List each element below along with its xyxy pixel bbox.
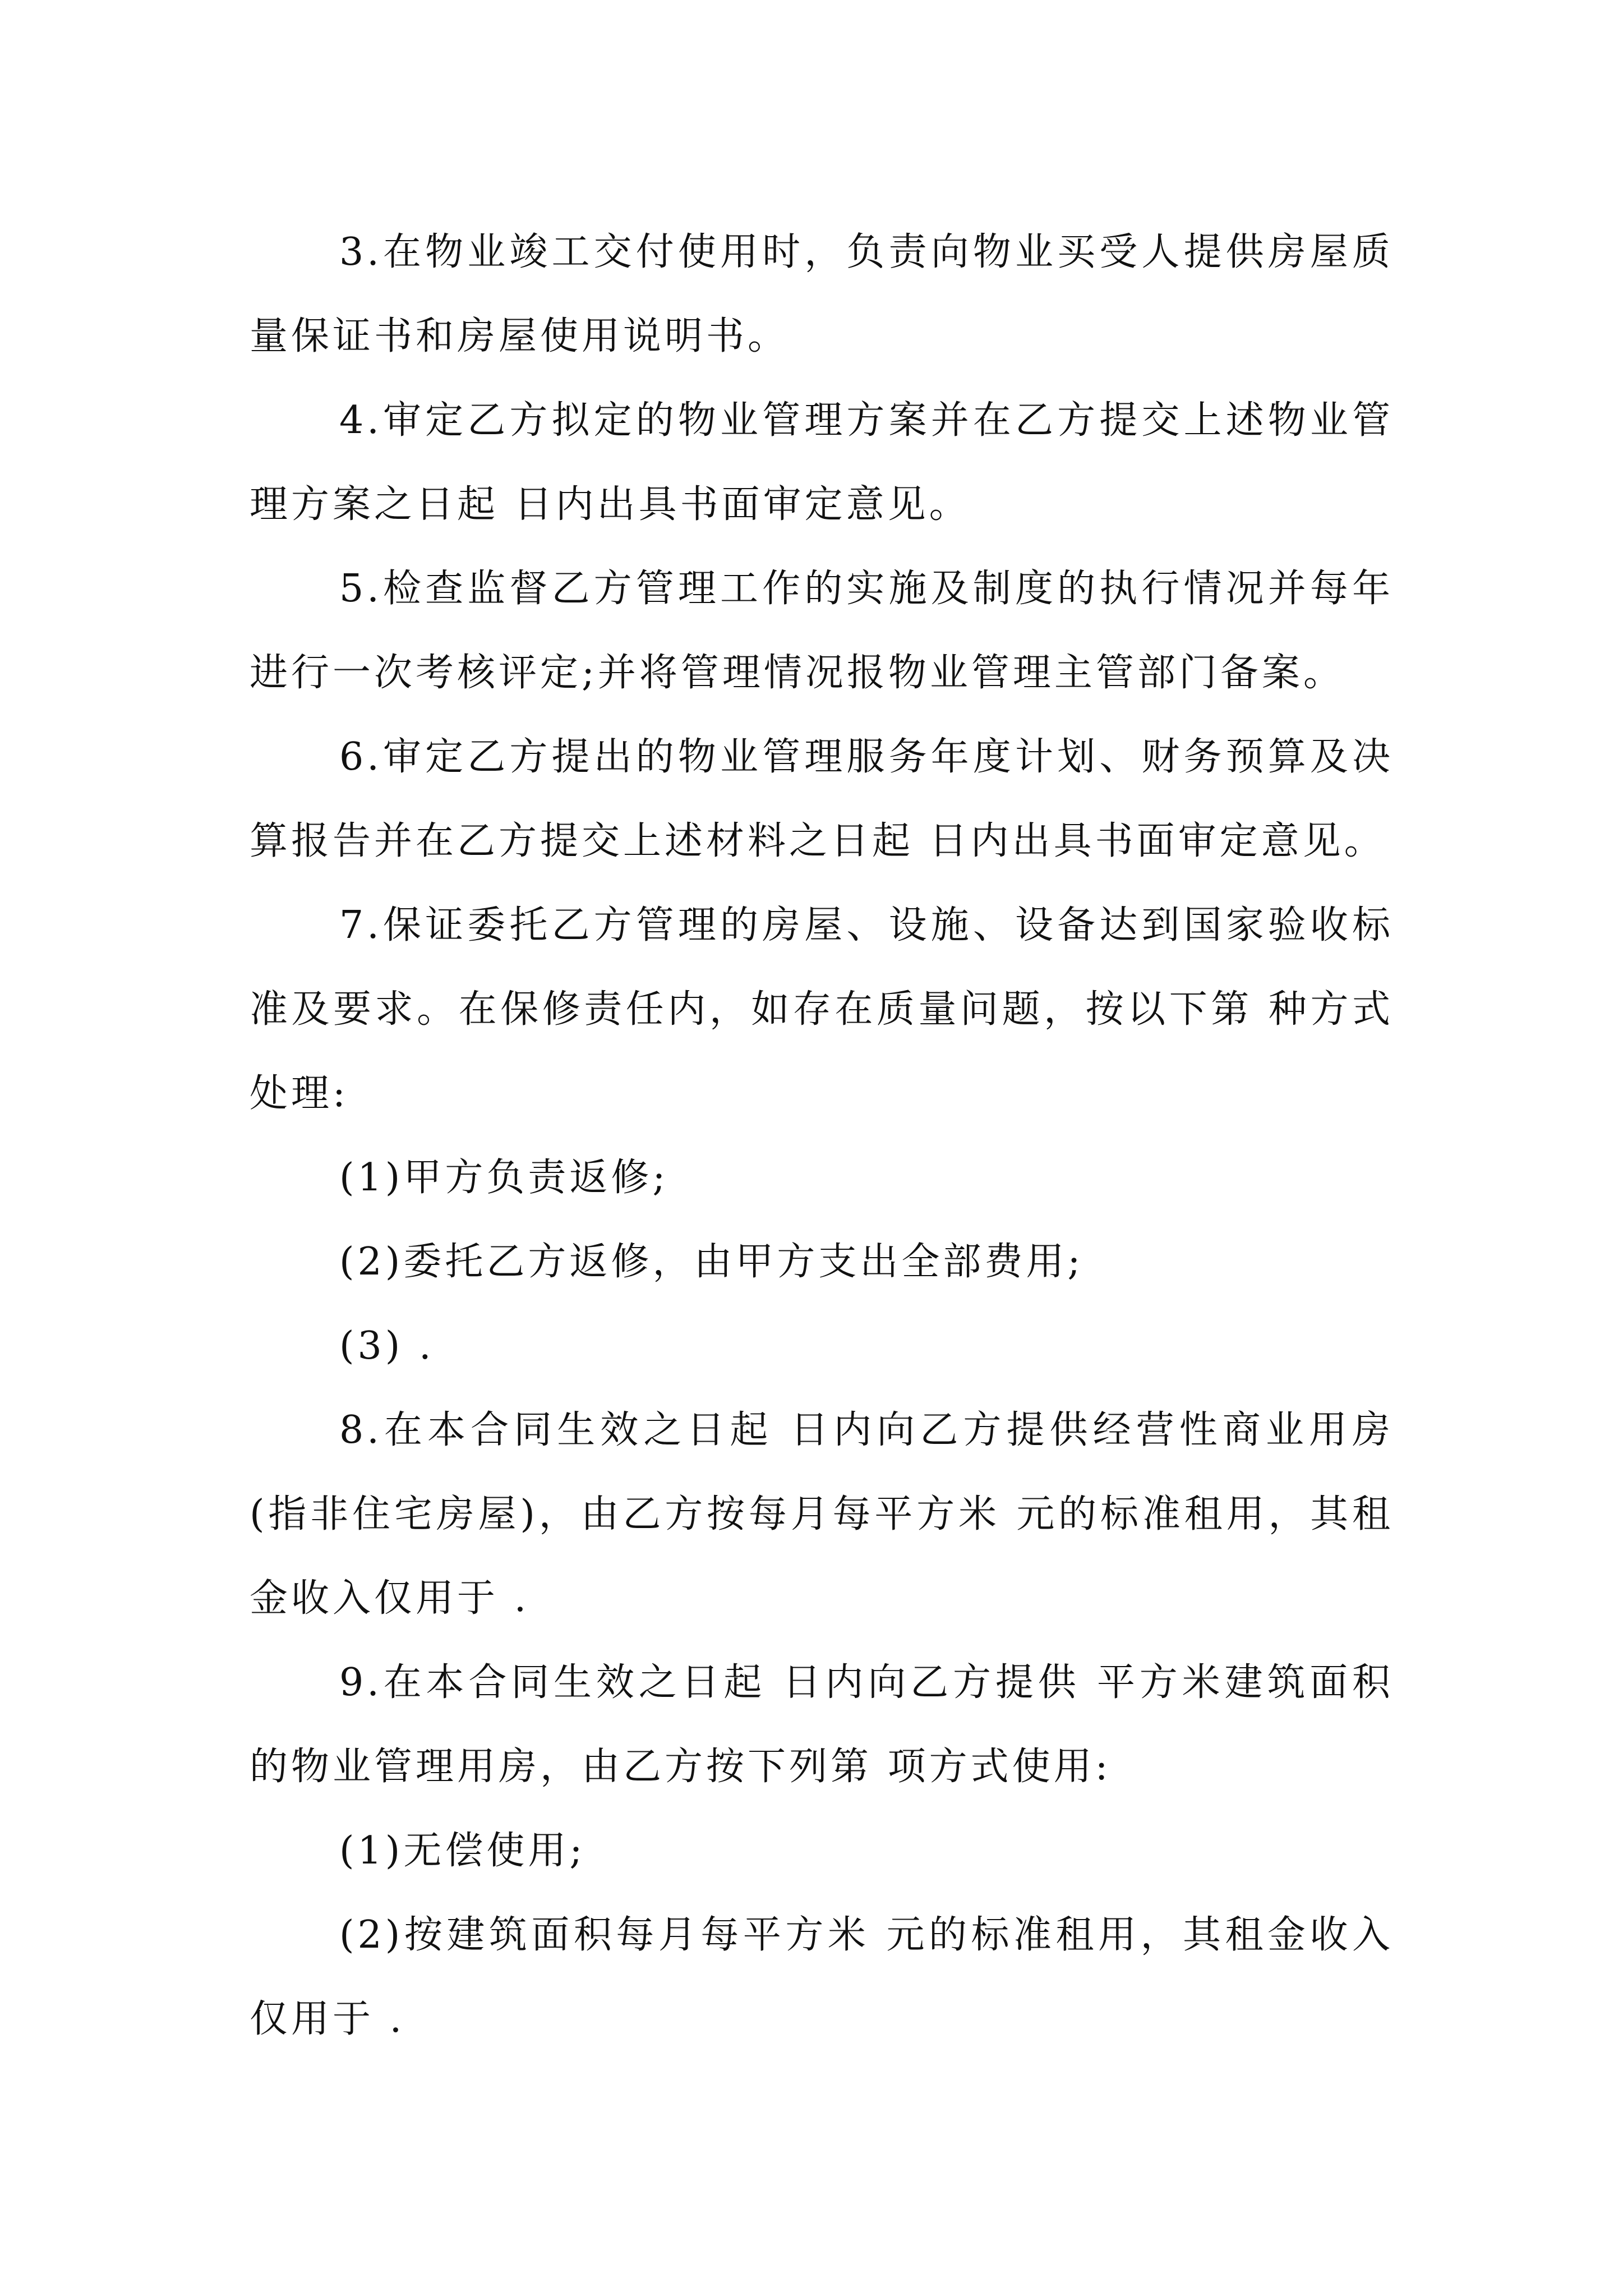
document-body [250, 210, 1394, 2062]
paragraph-item-6: 6.审定乙方提出的物业管理服务年度计划、财务预算及决算报告并在乙方提交上述材料之日起 日内出具书面审定意见。 [250, 735, 1394, 863]
paragraph-item-5: 5.检查监督乙方管理工作的实施及制度的执行情况并每年进行一次考核评定;并将管理情况报物业管理主管部门备案。 [250, 567, 1394, 695]
paragraph-item-3: 3.在物业竣工交付使用时，负责向物业买受人提供房屋质量保证书和房屋使用说明书。 [250, 230, 1394, 358]
paragraph-option-9-1: (1)无偿使用; [339, 1829, 586, 1873]
paragraph-item-7: 7.保证委托乙方管理的房屋、设施、设备达到国家验收标准及要求。在保修责任内，如存在质量问题，按以下第 种方式处理: [250, 903, 1394, 1116]
paragraph-option-7-3: (3) . [339, 1324, 435, 1368]
paragraph-item-8: 8.在本合同生效之日起 日内向乙方提供经营性商业用房(指非住宅房屋)，由乙方按每月每平方米 元的标准租用，其租金收入仅用于 . [250, 1408, 1394, 1621]
paragraph-option-9-2: (2)按建筑面积每月每平方米 元的标准租用，其租金收入仅用于 . [250, 1913, 1394, 2041]
paragraph-item-4: 4.审定乙方拟定的物业管理方案并在乙方提交上述物业管理方案之日起 日内出具书面审定意见。 [250, 398, 1394, 527]
paragraph-option-7-1: (1)甲方负责返修; [339, 1156, 669, 1200]
paragraph-item-9: 9.在本合同生效之日起 日内向乙方提供 平方米建筑面积的物业管理用房，由乙方按下列第 项方式使用: [250, 1660, 1394, 1789]
paragraph-option-7-2: (2)委托乙方返修，由甲方支出全部费用; [339, 1240, 1084, 1284]
